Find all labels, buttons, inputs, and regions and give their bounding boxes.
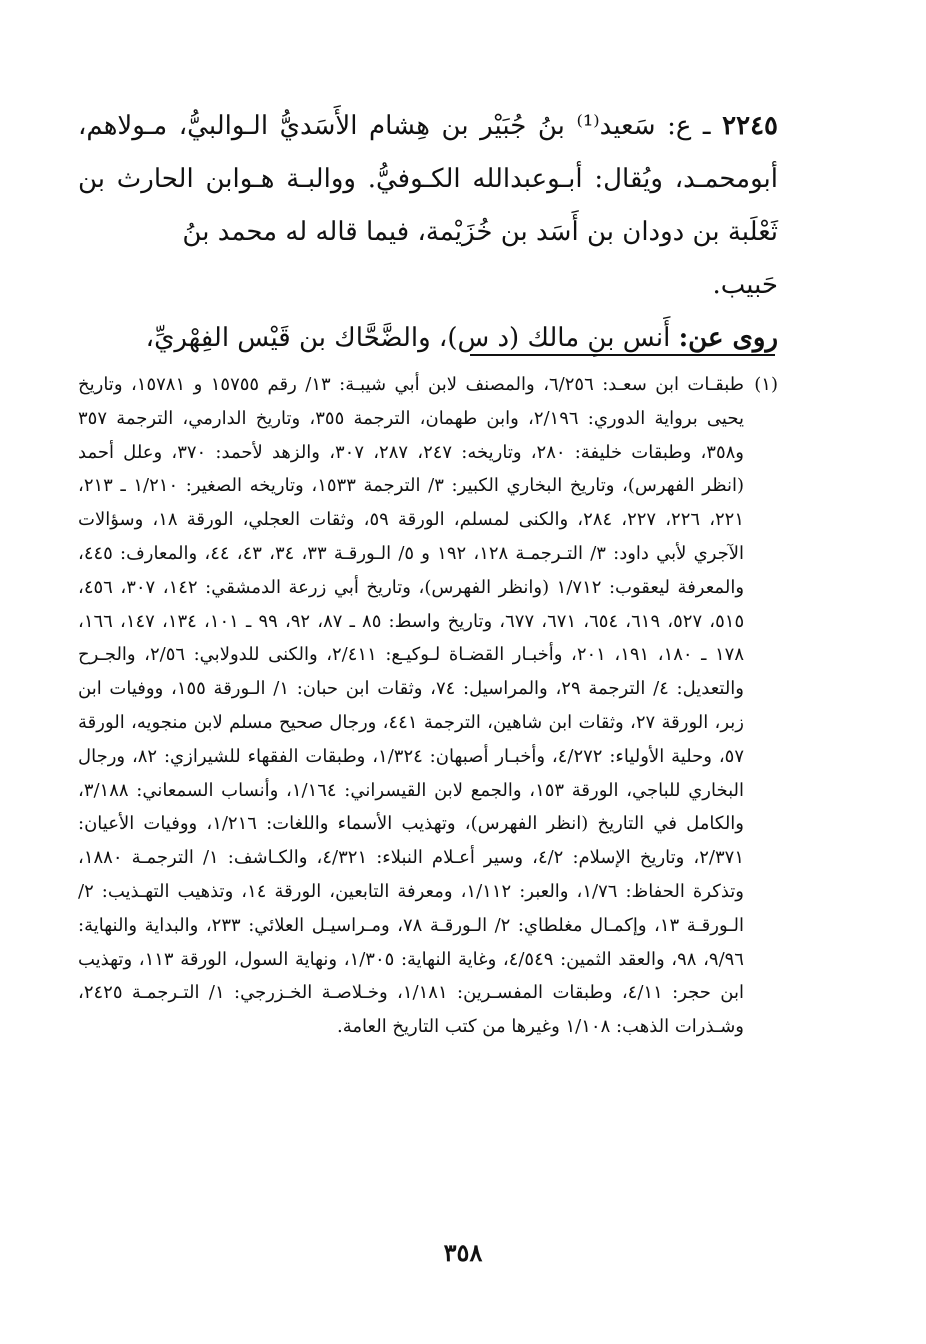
narration-label: روى عن: <box>678 323 778 353</box>
footnote <box>78 368 778 1044</box>
page-number: ٣٥٨ <box>443 1238 483 1267</box>
narration-line <box>78 312 778 365</box>
entry-continuation: حَبيب. <box>712 270 778 300</box>
narration-text: أَنس بنِ مالك (د س)، والضَّحَّاك بن قَيْس الفِهْريِّ، <box>145 323 671 353</box>
entry-number: ٢٢٤٥ <box>722 111 778 141</box>
entry-opening <box>78 100 778 312</box>
footnote-marker: (١) <box>754 374 778 395</box>
entry-text: ـ ع: سَعيد⁽¹⁾ بنُ جُبَيْر بن هِشام الأَسَديُّ الـوالبيُّ، مـولاهم، أبومحمـد، ويُقال: أبـوعبدالله الكـوفيُّ. ووالبـة هـوابن الحارث بن ثَعْلَبة بن دودان بن أَسَد بن خُزَيْمة، فيما قاله له محمد بنُ <box>78 111 778 247</box>
footnote-separator <box>470 354 775 356</box>
footnote-text: طبقـات ابن سعـد: ٦/٢٥٦، والمصنف لابن أبي شيبـة: ١٣/ رقم ١٥٧٥٥ و ١٥٧٨١، وتاريخ يحيى برواية الدوري: ٢/١٩٦، وابن طهمان، الترجمة ٣٥٥، وتاريخ الدارمي، الترجمة ٣٥٧ و٣٥٨، وطبقات خليفة: ٢٨٠، وتاريخه: ٢٤٧، ٢٨٧، ٣٠٧، والزهد لأحمد: ٣٧٠، وعلل أحمد (انظر الفهرس)، وتاريخ البخاري الكبير: ٣/ الترجمة ١٥٣٣، وتاريخه الصغير: ١/٢١٠ ـ ٢١٣، ٢٢١، ٢٢٦، ٢٢٧، ٢٨٤، والكنى لمسلم، الورقة ٥٩، وثقات العجلي، الورقة ١٨، وسؤالات الآجري لأبي داود: ٣/ التـرجمـة ١٢٨، ١٩٢ و ٥/ الـورقـة ٣٣، ٣٤، ٤٣، ٤٤، والمعارف: ٤٤٥، والمعرفة ليعقوب: ١/٧١٢ (وانظر الفهرس)، وتاريخ أبي زرعة الدمشقي: ١٤٢، ٣٠٧، ٤٥٦، ٥١٥، ٥٢٧، ٦١٩، ٦٥٤، ٦٧١، ٦٧٧، وتاريخ واسط: ٨٥ ـ ٨٧، ٩٢، ٩٩ ـ ١٠١، ١٣٤، ١٤٧، ١٦٦، ١٧٨ ـ ١٨٠، ١٩١، ٢٠١، وأخبـار القضـاة لـوكيـع: ٢/٤١١، والكنى للدولابي: ٢/٥٦، والجـرح والتعديل: ٤/ الترجمة ٢٩، والمراسيل: ٧٤، وثقات ابن حبان: ١/ الـورقة ١٥٥، ووفيات ابن زبر، الورقة ٢٧، وثقات ابن شاهين، الترجمة ٤٤١، ورجال صحيح مسلم لابن منجويه، الورقة ٥٧، وحلية الأولياء: ٤/٢٧٢، وأخبـار أصبهان: ١/٣٢٤، وطبقات الفقهاء للشيرازي: ٨٢، ورجال البخاري للباجي، الورقة ١٥٣، والجمع لابن القيسراني: ١/١٦٤، وأنساب السمعاني: ٣/١٨٨، والكامل في التاريخ (انظر الفهرس)، وتهذيب الأسماء واللغات: ١/٢١٦، ووفيات الأعيان: ٢/٣٧١، وتاريخ الإسلام: ٤/٢، وسير أعـلام النبلاء: ٤/٣٢١، والكـاشف: ١/ الترجمـة ١٨٨٠، وتذكرة الحفاظ: ١/٧٦، والعبر: ١/١١٢، ومعرفة التابعين، الورقة ١٤، وتذهيب التهـذيب: ٢/ الـورقـة ١٣، وإكمـال مغلطاي: ٢/ الـورقـة ٧٨، ومـراسيـل العلائي: ٢٣٣، والبداية والنهاية: ٩/٩٦، ٩٨، والعقد الثمين: ٤/٥٤٩، وغاية النهاية: ١/٣٠٥، ونهاية السول، الورقة ١١٣، وتهذيب ابن حجر: ٤/١١، وطبقات المفسـرين: ١/١٨١، وخـلاصـة الخـزرجي: ١/ التـرجمـة ٢٤٢٥، وشـذرات الذهب: ١/١٠٨ وغيرها من كتب التاريخ العامة. <box>78 374 745 1038</box>
footnote-paragraph <box>78 368 778 1044</box>
biography-entry <box>78 100 778 365</box>
